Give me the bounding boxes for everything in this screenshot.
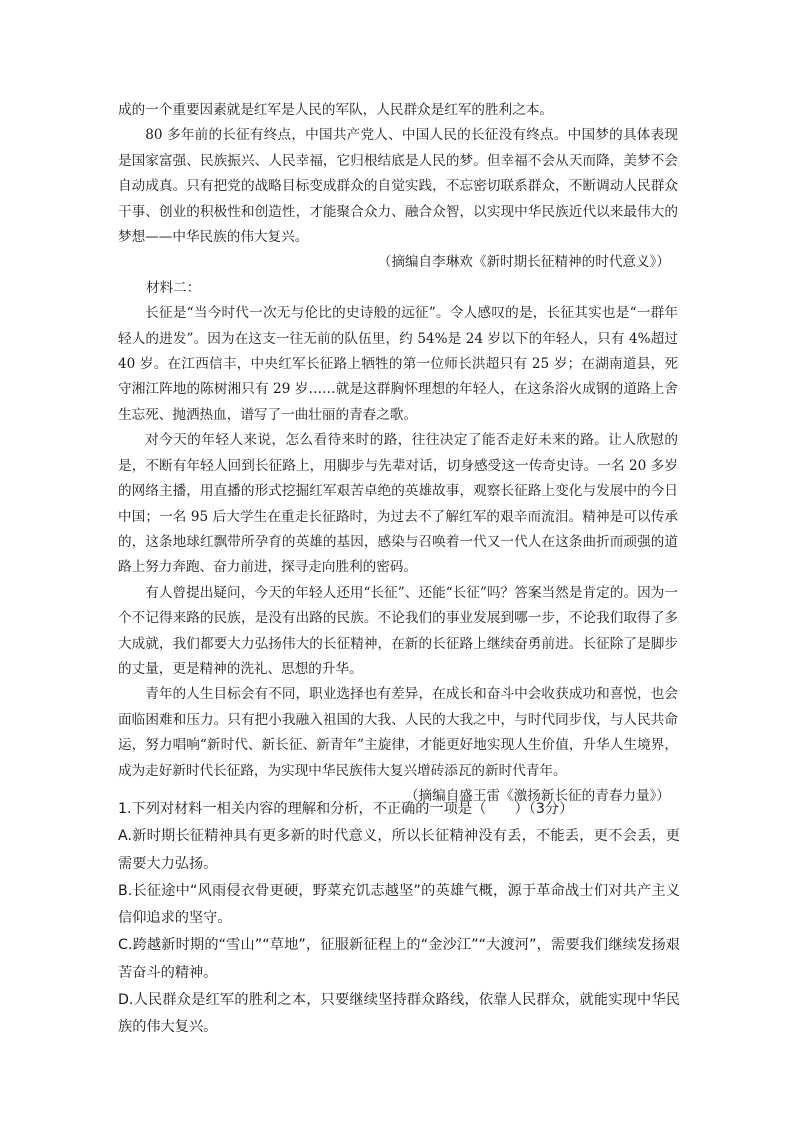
passage-paragraph-0: 成的一个重要因素就是红军是人民的军队，人民群众是红军的胜利之本。 — [118, 102, 553, 118]
reading-passage — [118, 98, 678, 809]
question-1 — [118, 796, 680, 1042]
option-d[interactable]: D.人民群众是红军的胜利之本，只要继续坚持群众路线，依靠人民群众，就能实现中华民族的伟大复兴。 — [118, 992, 680, 1036]
option-c[interactable]: C.跨越新时期的“雪山”“草地”，征服新征程上的“金沙江”“大渡河”，需要我们继续发扬艰苦奋斗的精神。 — [118, 937, 680, 981]
citation-material-2: （摘编自盛王雷《激扬新长征的青春力量》） — [404, 787, 670, 804]
passage-paragraph-4: 有人曾提出疑问，今天的年轻人还用“长征”、还能“长征”吗？答案当然是肯定的。因为一个不记得来路的民族，是没有出路的民族。不论我们的事业发展到哪一步，不论我们取得了多大成就，我们都要大力弘扬伟大的长征精神，在新的长征路上继续奋勇前进。长征除了是脚步的丈量，更是精神的洗礼、思想的升华。 — [118, 584, 678, 677]
citation-material-1: （摘编自李琳欢《新时期长征精神的时代意义》） — [377, 254, 670, 271]
option-a[interactable]: A.新时期长征精神具有更多新的时代意义，所以长征精神没有丢，不能丢，更不会丢，更需要大力弘扬。 — [118, 828, 680, 872]
passage-paragraph-1: 80 多年前的长征有终点，中国共产党人、中国人民的长征没有终点。中国梦的具体表现是国家富强、民族振兴、人民幸福，它归根结底是人民的梦。但幸福不会从天而降，美梦不会自动成真。只有把党的战略目标变成群众的自觉实践，不忘密切联系群众，不断调动人民群众干事、创业的积极性和创造性，才能聚合众力、融合众智，以实现中华民族近代以来最伟大的梦想——中华民族的伟大复兴。 — [118, 127, 678, 246]
option-b[interactable]: B.长征途中“风雨侵衣骨更硬，野菜充饥志越坚”的英雄气概，源于革命战士们对共产主义信仰追求的坚守。 — [118, 882, 680, 927]
passage-paragraph-2: 长征是“当今时代一次无与伦比的史诗般的远征”。令人感叹的是，长征其实也是“一群年轻人的进发”。因为在这支一往无前的队伍里，约 54%是 24 岁以下的年轻人，只有 4%超过 40 岁。在江西信丰，中央红军长征路上牺牲的第一位师长洪超只有 25 岁；在湖南道县，死守湘江阵地的陈树湘只有 29 岁……就是这群胸怀理想的年轻人，在这条浴火成钢的道路上舍生忘死、抛洒热血，谱写了一曲壮丽的青春之歌。 — [118, 305, 678, 423]
passage-paragraph-5: 青年的人生目标会有不同，职业选择也有差异，在成长和奋斗中会收获成功和喜悦，也会面临困难和压力。只有把小我融入祖国的大我、人民的大我之中，与时代同步伐，与人民共命运，努力唱响“新时代、新长征、新青年”主旋律，才能更好地实现人生价值，升华人生境界，成为走好新时代长征路，为实现中华民族伟大复兴增砖添瓦的新时代青年。 — [118, 686, 678, 779]
passage-paragraph-3: 对今天的年轻人来说，怎么看待来时的路，往往决定了能否走好未来的路。让人欣慰的是，不断有年轻人回到长征路上，用脚步与先辈对话，切身感受这一传奇史诗。一名 20 多岁的网络主播，用直播的形式挖掘红军艰苦卓绝的英雄故事，观察长征路上变化与发展中的今日中国；一名 95 后大学生在重走长征路时，为过去不了解红军的艰辛而流泪。精神是可以传承的，这条地球红飘带所孕育的英雄的基因，感染与召唤着一代又一代人在这条曲折而顽强的道路上努力奔跑、奋力前进，探寻走向胜利的密码。 — [118, 432, 678, 576]
material-2-label: 材料二： — [146, 279, 201, 296]
question-stem: 1.下列对材料一相关内容的理解和分析，不正确的一项是（ ）（3分） — [118, 801, 574, 817]
